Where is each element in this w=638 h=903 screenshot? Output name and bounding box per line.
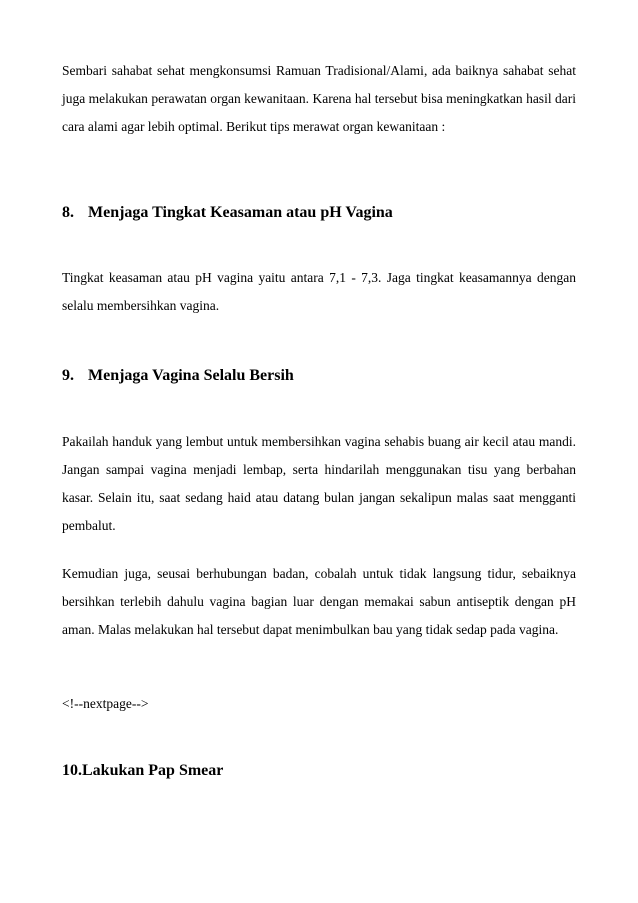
section-10-title: Lakukan Pap Smear [82,762,224,779]
section-9-body-paragraph-2: Kemudian juga, seusai berhubungan badan, cobalah untuk tidak langsung tidur, sebaiknya bersihkan terlebih dahulu vagina bagian luar dengan memakai sabun antiseptik dengan pH aman. Malas melakukan hal tersebut dapat menimbulkan bau yang tidak sedap pada vagina. [62,566,576,637]
intro-paragraph: Sembari sahabat sehat mengkonsumsi Ramuan Tradisional/Alami, ada baiknya sahabat sehat juga melakukan perawatan organ kewanitaan. Karena hal tersebut bisa meningkatkan hasil dari cara alami agar lebih optimal. Berikut tips merawat organ kewanitaan : [62,63,576,134]
section-9-number: 9. [62,367,74,384]
section-9-body-paragraph-1: Pakailah handuk yang lembut untuk membersihkan vagina sehabis buang air kecil atau mandi. Jangan sampai vagina menjadi lembap, serta hindarilah menggunakan tisu yang berbahan kasar. Selain itu, saat sedang haid atau datang bulan jangan sekalipun malas saat mengganti pembalut. [62,434,576,533]
section-9-heading [62,367,576,385]
section-8-body: Tingkat keasaman atau pH vagina yaitu antara 7,1 - 7,3. Jaga tingkat keasamannya dengan selalu membersihkan vagina. [62,270,576,313]
section-8-number: 8. [62,204,74,221]
section-10-heading [62,762,576,780]
section-10-number: 10. [62,762,82,779]
section-8-title: Menjaga Tingkat Keasaman atau pH Vagina [88,204,393,221]
nextpage-marker: <!--nextpage--> [62,696,149,711]
section-8-heading [62,204,576,222]
section-9-title: Menjaga Vagina Selalu Bersih [88,367,294,384]
